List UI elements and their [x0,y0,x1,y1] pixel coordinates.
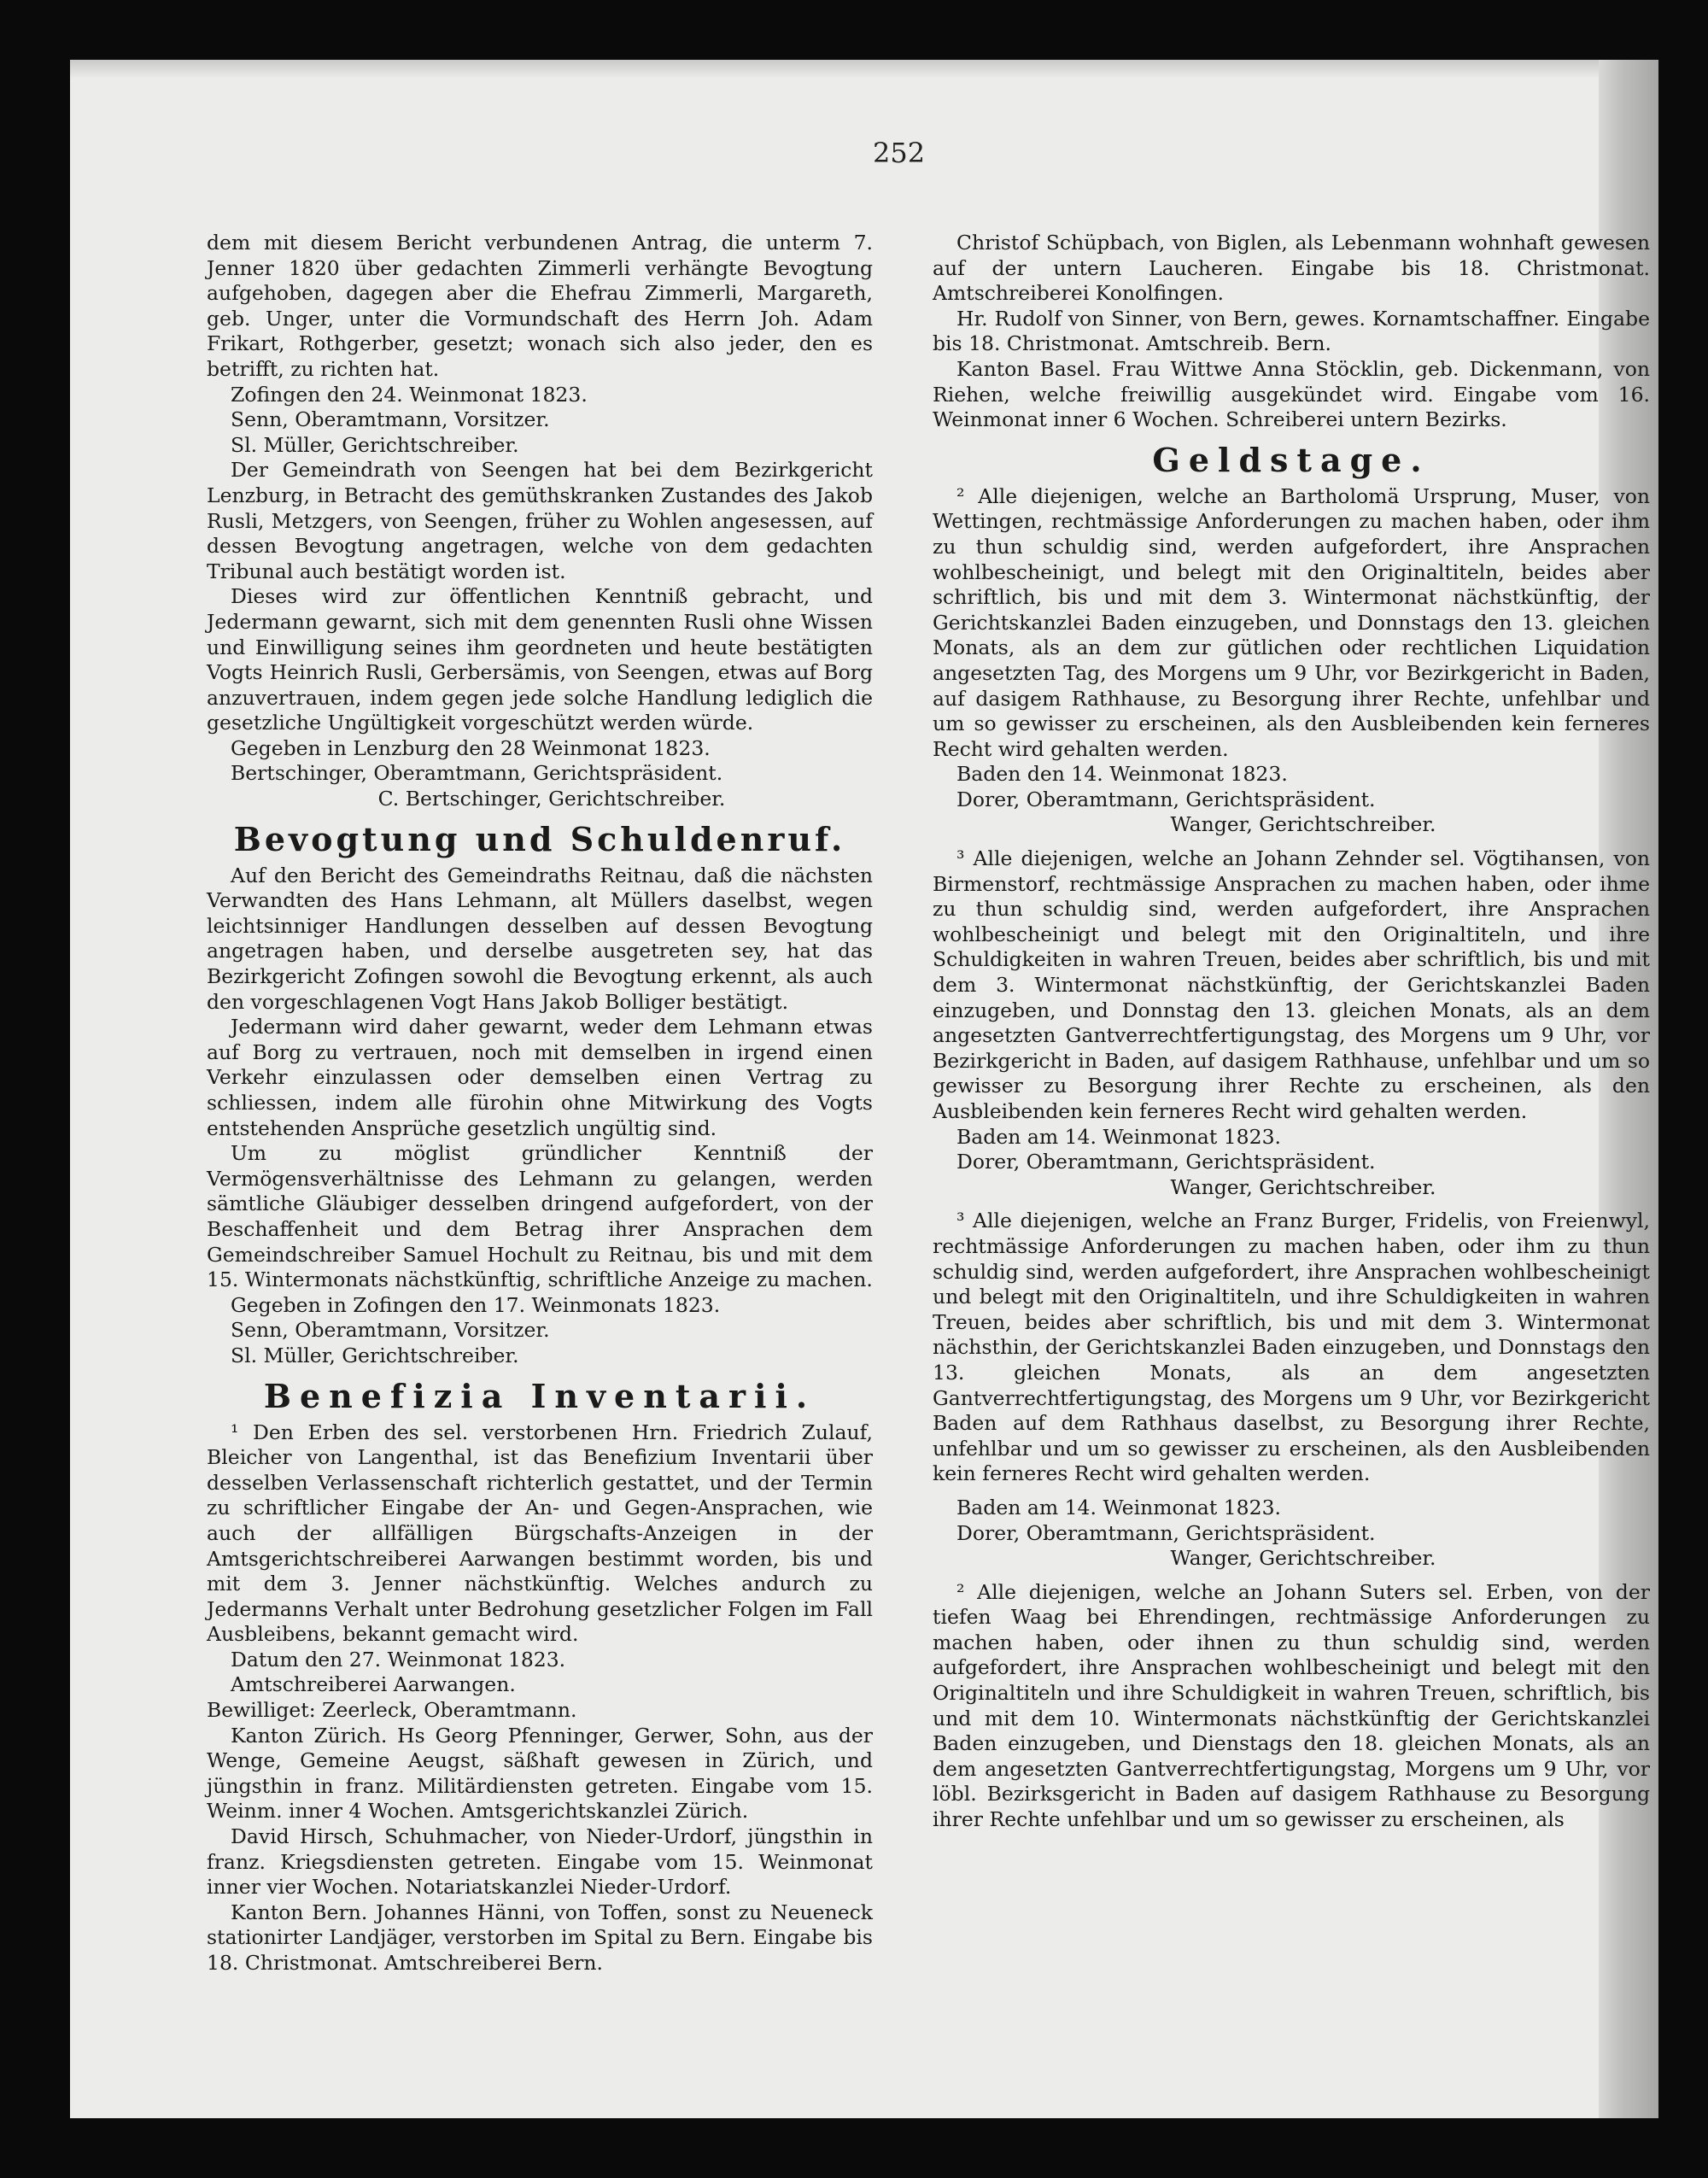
notice-text: ² Alle diejenigen, welche an Bartholomä Ursprung, Muser, von Wettingen, rechtmässige Anforderungen zu machen haben, oder ihm zu thun schuldig sind, werden aufgefordert, ihre Ansprachen wohlbescheinigt, und belegt mit den Originaltiteln, beides aber schriftlich, bis und mit dem 3. Wintermonat nächstkünftig, der Gerichtskanzlei Baden einzugeben, und Donnstags den 13. gleichen Monats, als an dem zur gütlichen oder rechtlichen Liquidation angesetzten Tag, des Morgens um 9 Uhr, vor Bezirkgericht in Baden, auf dasigem Rathhause, zu Besorgung ihrer Rechte, unfehlbar und um so gewisser zu erscheinen, als den Ausbleibenden kein ferneres Recht wird gehalten werden. [933,483,1650,761]
notice-text: Auf den Bericht des Gemeindraths Reitnau, daß die nächsten Verwandten des Hans Lehmann, alt Müllers daselbst, wegen leichtsinniger Handlungen desselben auf dessen Bevogtung angetragen haben, und derselbe ausgetreten sey, hat das Bezirkgericht Zofingen sowohl die Bevogtung erkennt, als auch den vorgeschlagenen Vogt Hans Jakob Bolliger bestätigt. [207,863,873,1014]
notice-date: Datum den 27. Weinmonat 1823. [231,1647,566,1672]
notice-text: Kanton Basel. Frau Wittwe Anna Stöcklin, geb. Dickenmann, von Riehen, welche freiwillig ausgekündet wird. Eingabe vom 16. Weinmonat inner 6 Wochen. Schreiberei untern Bezirks. [933,356,1650,432]
right-column [933,231,1650,1833]
section-heading: Geldstage. [1152,440,1430,479]
notice-text: Jedermann wird daher gewarnt, weder dem Lehmann etwas auf Borg zu vertrauen, noch mit demselben in irgend einen Verkehr einzulassen oder demselben einen Vertrag zu schliessen, indem alle fürohin ohne Mitwirkung des Vogts entstehenden Ansprüche gesetzlich ungültig sind. [207,1015,873,1140]
notice-text: dem mit diesem Bericht verbundenen Antrag, die unterm 7. Jenner 1820 über gedachten Zimmerli verhängte Bevogtung aufgehoben, dagegen aber die Ehefrau Zimmerli, Margareth, geb. Unger, unter die Vormundschaft des Herrn Joh. Adam Frikart, Rothgerber, gesetzt; wonach sich also jeder, den es betrifft, zu richten hat. [207,231,873,381]
section-heading: Benefizia Inventarii. [263,1376,816,1415]
notice-text: Um zu möglist gründlicher Kenntniß der Vermögensverhältnisse des Lehmann zu gelangen, werden sämtliche Gläubiger desselben dringend aufgefordert, von der Beschaffenheit und dem Betrag ihrer Ansprachen dem Gemeindschreiber Samuel Hochult zu Reitnau, bis und mit dem 15. Wintermonats nächstkünftig, schriftliche Anzeige zu machen. [207,1141,873,1292]
notice-text: ¹ Den Erben des sel. verstorbenen Hrn. Friedrich Zulauf, Bleicher von Langenthal, ist das Benefizium Inventarii über desselben Verlassenschaft richterlich gestattet, und der Termin zu schriftlicher Eingabe der An- und Gegen-Ansprachen, wie auch der allfälligen Bürgschafts-Anzeigen in der Amtsgerichtschreiberei Aarwangen bestimmt worden, bis und mit dem 3. Jenner nächstkünftig. Welches andurch zu Jedermanns Verhalt unter Bedrohung gesetzlicher Folgen im Fall Ausbleibens, bekannt gemacht wird. [207,1420,873,1647]
notice-text: Hr. Rudolf von Sinner, von Bern, gewes. Kornamtschaffner. Eingabe bis 18. Christmonat. Amtschreib. Bern. [933,306,1650,356]
signature: Sl. Müller, Gerichtschreiber. [231,432,519,457]
notice-text: ² Alle diejenigen, welche an Johann Suters sel. Erben, von der tiefen Waag bei Ehrendingen, rechtmässige Anforderungen zu machen haben, oder ihnen zu thun schuldig sind, werden aufgefordert, ihre Ansprachen wohlbescheinigt und belegt mit den Originaltiteln und ihre Schuldigkeit in wahren Treuen, schriftlich, bis und mit dem 10. Wintermonats nächstkünftig der Gerichtskanzlei Baden einzugeben, und Dienstags den 18. gleichen Monats, als an dem angesetzten Gantverrechtfertigungstag, Morgens um 9 Uhr, vor löbl. Bezirksgericht in Baden auf dasigem Rathhause zu Besorgung ihrer Rechte unfehlbar und um so gewisser zu erscheinen, als [933,1579,1650,1832]
notice-date: Zofingen den 24. Weinmonat 1823. [231,382,588,407]
signature: C. Bertschinger, Gerichtschreiber. [377,787,726,811]
signature: Bertschinger, Oberamtmann, Gerichtspräsident. [231,761,723,786]
newspaper-page [70,60,1658,2118]
signature: Sl. Müller, Gerichtschreiber. [231,1343,519,1367]
signature: Wanger, Gerichtschreiber. [1170,1546,1436,1571]
notice-text: Dieses wird zur öffentlichen Kenntniß gebracht, und Jedermann gewarnt, sich mit dem genennten Rusli ohne Wissen und Einwilligung seines ihm geordneten und heute bestätigten Vogts Heinrich Rusli, Gerbersämis, von Seengen, etwas auf Borg anzuvertrauen, indem gegen jede solche Handlung lediglich die gesetzliche Ungültigkeit vorgeschützt werden würde. [207,584,873,735]
notice-date: Gegeben in Lenzburg den 28 Weinmonat 1823. [231,735,711,760]
signature: Senn, Oberamtmann, Vorsitzer. [231,407,550,432]
signature: Wanger, Gerichtschreiber. [1170,812,1436,837]
notice-text: ³ Alle diejenigen, welche an Johann Zehnder sel. Vögtihansen, von Birmenstorf, rechtmässige Ansprachen zu machen haben, oder ihme zu thun schuldig sind, werden aufgefordert, ihre Ansprachen wohlbescheinigt und belegt mit den Originaltiteln, und ihre Schuldigkeiten in wahren Treuen, beides aber schriftlich, bis und mit dem 3. Wintermonat nächstkünftig, der Gerichtskanzlei Baden einzugeben, und Donnstag den 13. gleichen Monats, als an dem angesetzten Gantverrechtfertigungstag, des Morgens um 9 Uhr, vor Bezirkgericht in Baden, auf dasigem Rathhause, unfehlbar und um so gewisser zu Besorgung ihrer Rechte zu erscheinen, als den Ausbleibenden kein ferneres Recht wird gehalten werden. [933,846,1650,1123]
page-top-shadow [70,60,1658,79]
notice-text: Der Gemeindrath von Seengen hat bei dem Bezirkgericht Lenzburg, in Betracht des gemüthskranken Zustandes des Jakob Rusli, Metzgers, von Seengen, früher zu Wohlen angesessen, auf dessen Bevogtung angetragen, welche von dem gedachten Tribunal auch bestätigt worden ist. [207,458,873,583]
notice-date: Baden den 14. Weinmonat 1823. [956,762,1288,787]
signature: Senn, Oberamtmann, Vorsitzer. [231,1318,550,1343]
approval-line: Bewilliget: Zeerleck, Oberamtmann. [207,1698,577,1723]
notice-date: Baden am 14. Weinmonat 1823. [956,1124,1282,1149]
signature: Wanger, Gerichtschreiber. [1170,1174,1436,1199]
left-column [207,231,873,1976]
notice-text: Christof Schüpbach, von Biglen, als Lebenmann wohnhaft gewesen auf der untern Laucheren. Eingabe bis 18. Christmonat. Amtschreiberei Konolfingen. [933,231,1650,306]
notice-text: ³ Alle diejenigen, welche an Franz Burger, Fridelis, von Freienwyl, rechtmässige Anforderungen zu machen haben, oder ihm zu thun schuldig sind, werden aufgefordert, ihre Ansprachen wohlbescheinigt und belegt mit den Originaltiteln, und ihre Schuldigkeiten in wahren Treuen, beides aber schriftlich, bis und mit dem 3. Wintermonat nächsthin, der Gerichtskanzlei Baden einzugeben, und Donnstags den 13. gleichen Monats, als an dem angesetzten Gantverrechtfertigungstag, des Morgens um 9 Uhr, vor Bezirkgericht Baden auf dem Rathhaus daselbst, zu Besorgung ihrer Rechte, unfehlbar und um so gewisser zu erscheinen, als den Ausbleibenden kein ferneres Recht wird gehalten werden. [933,1209,1650,1486]
notice-date: Baden am 14. Weinmonat 1823. [956,1495,1282,1519]
section-heading: Bevogtung und Schuldenruf. [233,819,846,858]
page-number: 252 [873,137,926,169]
signature: Dorer, Oberamtmann, Gerichtspräsident. [956,1150,1376,1174]
signature: Dorer, Oberamtmann, Gerichtspräsident. [956,787,1376,811]
notice-text: Kanton Bern. Johannes Hänni, von Toffen, sonst zu Neueneck stationirter Landjäger, verstorben im Spital zu Bern. Eingabe bis 18. Christmonat. Amtschreiberei Bern. [207,1900,873,1975]
signature: Dorer, Oberamtmann, Gerichtspräsident. [956,1520,1376,1545]
notice-text: David Hirsch, Schuhmacher, von Nieder-Urdorf, jüngsthin in franz. Kriegsdiensten getreten. Eingabe vom 15. Weinmonat inner vier Wochen. Notariatskanzlei Nieder-Urdorf. [207,1824,873,1900]
notice-date: Gegeben in Zofingen den 17. Weinmonats 1823. [231,1292,721,1317]
notice-text: Kanton Zürich. Hs Georg Pfenninger, Gerwer, Sohn, aus der Wenge, Gemeine Aeugst, säßhaft gewesen in Zürich, und jüngsthin in franz. Militärdiensten getreten. Eingabe vom 15. Weinm. inner 4 Wochen. Amtsgerichtskanzlei Zürich. [207,1723,873,1824]
signature: Amtschreiberei Aarwangen. [231,1672,516,1697]
